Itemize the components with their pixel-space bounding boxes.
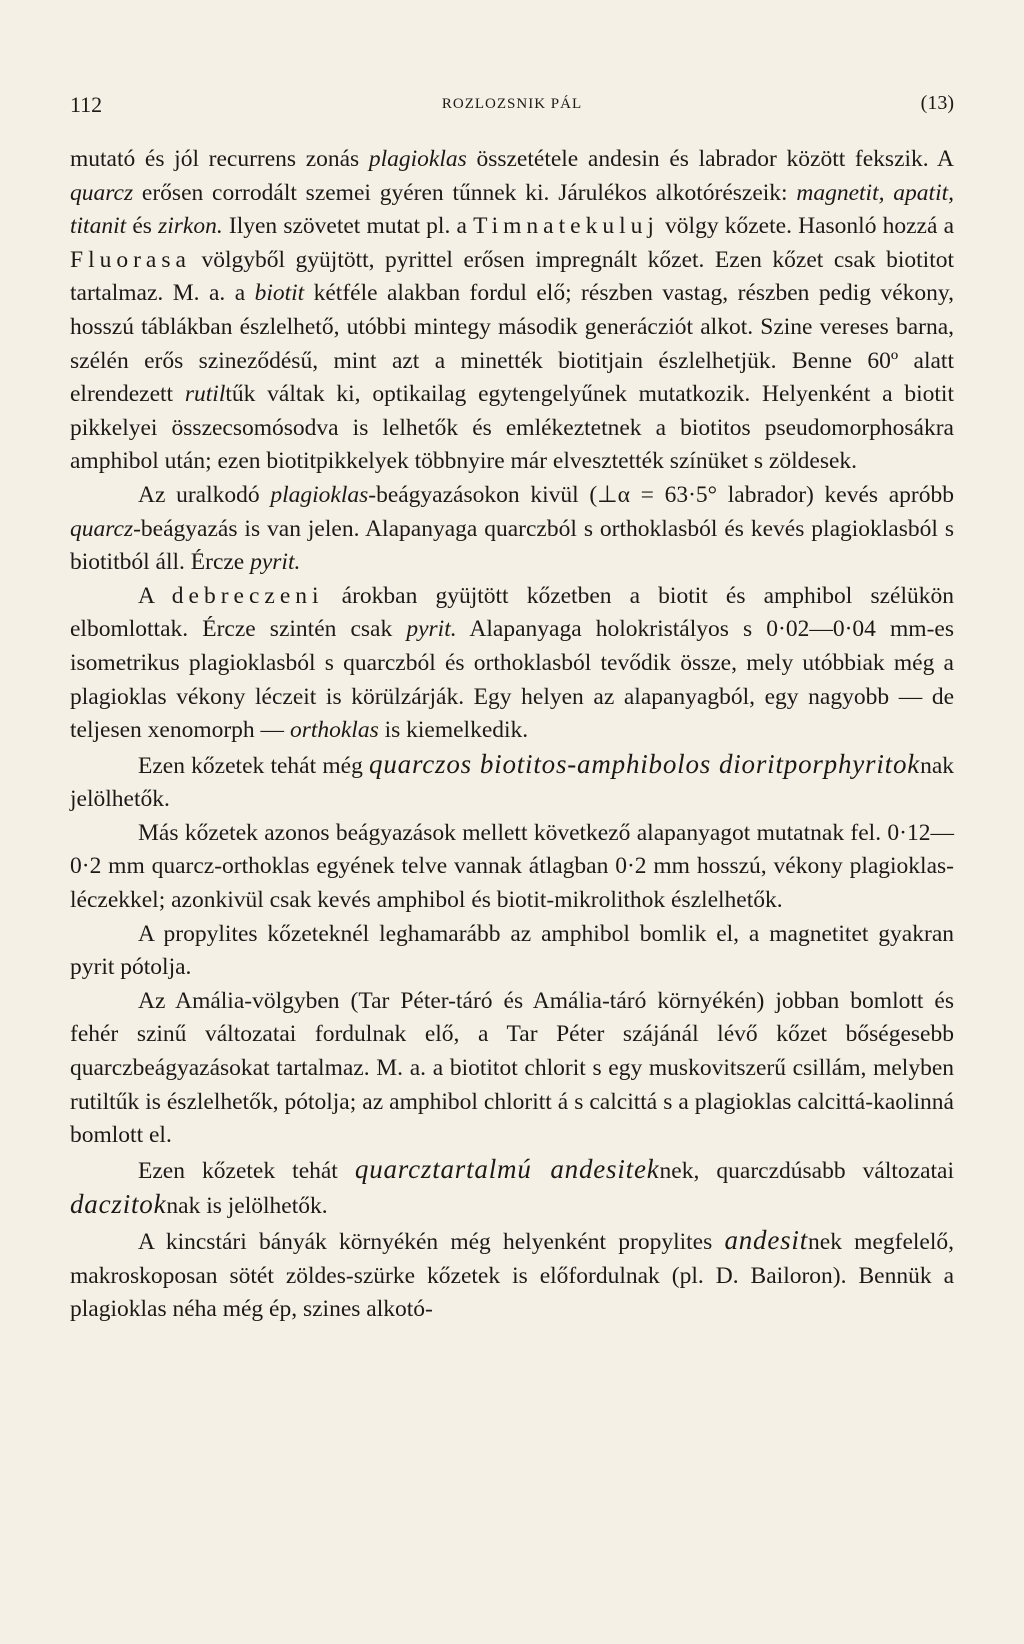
italic-term: quarcz bbox=[70, 179, 134, 206]
italic-term: magnetit, apatit, titanit bbox=[70, 179, 955, 240]
text-run: is kiemelkedik. bbox=[378, 717, 529, 744]
text-run: kétféle alakban fordul elő; részben vastag, részben pedig vékony, hosszú táblákban észlelhető, utóbbi mintegy második generácziót alkot. Szine vereses barna, szélén erős szineződésű, mint azt a minették biotitjain észlelhetjük. Benne 60º alatt elrendezett bbox=[70, 280, 954, 408]
text-run: Ilyen szövetet mutat pl. a bbox=[222, 213, 474, 240]
rock-name-emphasis: andesit bbox=[724, 1225, 809, 1255]
text-run: A bbox=[138, 582, 172, 609]
text-run: Ezen kőzetek tehát még bbox=[138, 752, 370, 779]
italic-term: pyrit. bbox=[406, 616, 457, 643]
text-run: Ezen kőzetek tehát bbox=[138, 1157, 355, 1184]
italic-term: biotit bbox=[254, 280, 305, 307]
paragraph-5: Más kőzetek azonos beágyazások mellett következő alapanyagot mutatnak fel. 0·12—0·2 mm quarcz-orthoklas egyének telve vannak átlagban 0·2 mm hosszú, vékony plagioklas-léczekkel; azonkivül csak kevés amphibol és biotit-mikrolithok észlelhetők. bbox=[70, 819, 954, 914]
italic-term: zirkon. bbox=[158, 213, 223, 240]
paragraph-9 bbox=[70, 1224, 954, 1327]
text-run: és bbox=[126, 213, 159, 240]
text-run: völgyből gyüjtött, pyrittel erősen impregnált kőzet. Ezen kőzet csak biotitot tartalmaz. M. a. a bbox=[70, 246, 954, 307]
paragraph-4 bbox=[70, 748, 954, 817]
spaced-place-name: Timnatekuluj bbox=[473, 213, 659, 240]
body-text bbox=[70, 143, 954, 1327]
text-run: -beágyazás is van jelen. Alapanyaga quarczból s orthoklasból és kevés plagioklasból s biotitból áll. Ércze bbox=[70, 515, 954, 576]
italic-term: plagioklas bbox=[368, 146, 467, 172]
rock-name-emphasis: quarczos biotitos-amphibolos dioritporphyritok bbox=[369, 748, 921, 779]
italic-term: rutil bbox=[184, 381, 226, 408]
page-number: 112 bbox=[70, 92, 103, 117]
text-run: Alapanyaga holokristályos s 0·02—0·04 mm-es isometrikus plagioklasból s quarczból és orthoklasból tevődik össze, mely utóbbiak még a plagioklas vékony léczeit is körülzárják. Egy helyen az alapanyagból, egy nagyobb — de teljesen xenomorph — bbox=[70, 616, 954, 744]
paragraph-3 bbox=[70, 580, 954, 748]
text-run: erősen corrodált szemei gyéren tűnnek ki. Járulékos alkotórészeik: bbox=[133, 179, 797, 206]
text-run: völgy kőzete. Hasonló hozzá a bbox=[658, 213, 954, 240]
paragraph-2 bbox=[70, 479, 954, 580]
text-run: nek megfelelő, makroskoposan sötét zöldes-szürke kőzetek is előfordulnak (pl. D. Bailoron). Bennük a plagioklas néha még ép, szines alkotó- bbox=[70, 1229, 954, 1323]
text-run: nak is jelölhetők. bbox=[166, 1193, 328, 1220]
rock-name-emphasis: daczitok bbox=[70, 1189, 167, 1220]
paragraph-8 bbox=[70, 1153, 954, 1224]
text-run: mutató és jól recurrens zonás bbox=[70, 146, 369, 172]
paragraph-7: Az Amália-völgyben (Tar Péter-táró és Amália-táró környékén) jobban bomlott és fehér szinű változatai fordulnak elő, a Tar Péter szájánál lévő kőzet bőségesebb quarczbeágyazásokat tartalmaz. M. a. a biotitot chlorit s egy muskovitszerű csillám, melyben rutiltűk is észlelhetők, pótolja; az amphibol chloritt á s calcittá s a plagioklas calcittá-kaolinná bomlott el. bbox=[70, 987, 954, 1149]
text-run: árokban gyüjtött kőzetben a biotit és amphibol szélükön elbomlottak. Ércze szintén csak bbox=[70, 582, 954, 643]
italic-term: orthoklas bbox=[289, 717, 379, 744]
text-run: nek, quarczdúsabb változatai bbox=[659, 1157, 954, 1184]
sequence-number: (13) bbox=[920, 92, 954, 114]
text-run: tűk váltak ki, optikailag egytengelyűnek mutatkozik. Helyenként a biotit pikkelyei összecsomósodva is lelhetők és emlékeztetnek a biotitos pseudomorphosákra amphibol után; ezen biotitpikkelyek többnyire már elvesztették színüket s zöldesek. bbox=[70, 381, 954, 475]
italic-term: plagioklas bbox=[270, 481, 369, 508]
paragraph-6: A propylites kőzeteknél leghamarább az amphibol bomlik el, a magnetitet gyakran pyrit pótolja. bbox=[70, 920, 954, 981]
text-run: Az uralkodó bbox=[138, 481, 271, 508]
text-run: nak jelölhetők. bbox=[70, 752, 954, 813]
running-title: ROZLOZSNIK PÁL bbox=[441, 96, 583, 112]
spaced-place-name: Fluorasa bbox=[70, 246, 191, 273]
text-run: -beágyazásokon kivül (⊥α = 63·5° labrador) kevés apróbb bbox=[368, 481, 954, 508]
paragraph-1 bbox=[70, 143, 954, 479]
page-header bbox=[70, 92, 954, 122]
italic-term: quarcz bbox=[70, 515, 134, 542]
text-run: összetétele andesin és labrador között fekszik. A bbox=[466, 146, 954, 172]
text-run: A kincstári bányák környékén még helyenként propylites bbox=[138, 1229, 725, 1255]
rock-name-emphasis: quarcztartalmú andesitek bbox=[354, 1153, 660, 1184]
italic-term: pyrit. bbox=[250, 549, 301, 576]
spaced-place-name: debreczeni bbox=[171, 582, 324, 609]
